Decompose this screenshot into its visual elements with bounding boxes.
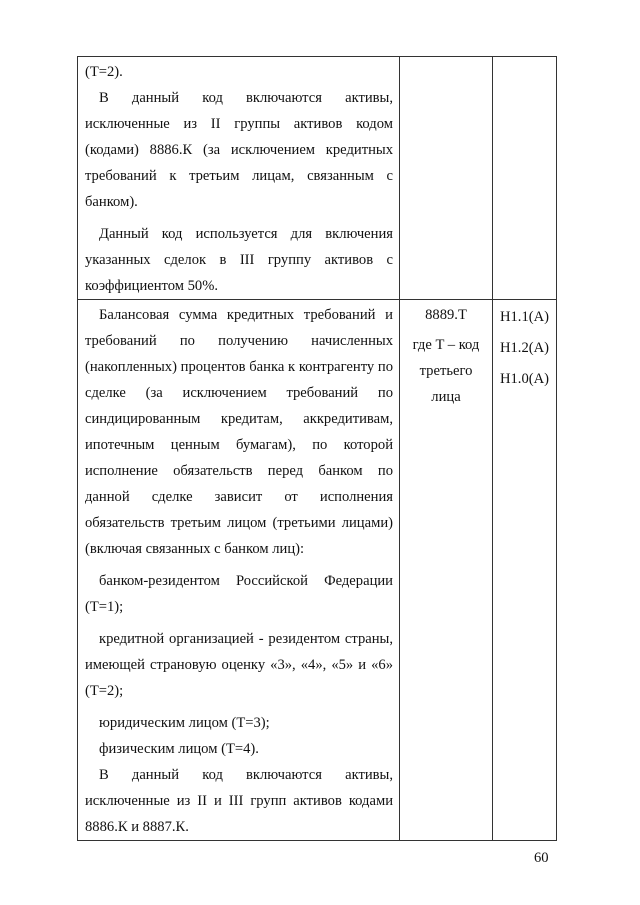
requirements-cell [493, 57, 557, 300]
paragraph: В данный код включаются активы, исключенные из II и III групп активов кодами 8886.К и 8887.К. [85, 767, 393, 835]
table-row [78, 300, 557, 841]
requirement-code: H1.0(A) [499, 371, 550, 387]
description-cell [78, 57, 400, 300]
paragraph: физическим лицом (T=4). [99, 741, 259, 757]
paragraph: В данный код включаются активы, исключенные из II группы активов кодом (кодами) 8886.К (за исключением кредитных требований к третьим лицам, связанным с банком). [85, 90, 393, 210]
paragraph: банком-резидентом Российской Федерации (T=1); [85, 573, 393, 615]
paragraph: Данный код используется для включения указанных сделок в III группу активов с коэффициентом 50%. [85, 226, 393, 294]
paragraph: (T=2). [85, 64, 123, 80]
requirement-code: H1.2(A) [499, 340, 550, 356]
paragraph: Балансовая сумма кредитных требований и требований по получению начисленных (накопленных) процентов банка к контрагенту по сделке (за исключением требований по синдицированным кредитам, аккредитивам, ипотечным ценным бумагам), по которой исполнение обязательств перед банком по данной сделке зависит от исполнения обязательств третьим лицом (третьими лицами) (включая связанных с банком лиц): [85, 307, 393, 557]
paragraph: кредитной организацией - резидентом страны, имеющей страновую оценку «3», «4», «5» и «6» (T=2); [85, 631, 393, 699]
page-number: 60 [534, 850, 549, 866]
codes-table [77, 56, 557, 841]
description-cell [78, 300, 400, 841]
requirements-cell [493, 300, 557, 841]
code-value: 8889.T [425, 307, 467, 323]
requirement-code: H1.1(A) [499, 309, 550, 325]
code-cell [400, 57, 493, 300]
code-cell [400, 300, 493, 841]
table-row [78, 57, 557, 300]
code-note: где T – код третьего лица [412, 337, 480, 405]
paragraph: юридическим лицом (T=3); [99, 715, 270, 731]
